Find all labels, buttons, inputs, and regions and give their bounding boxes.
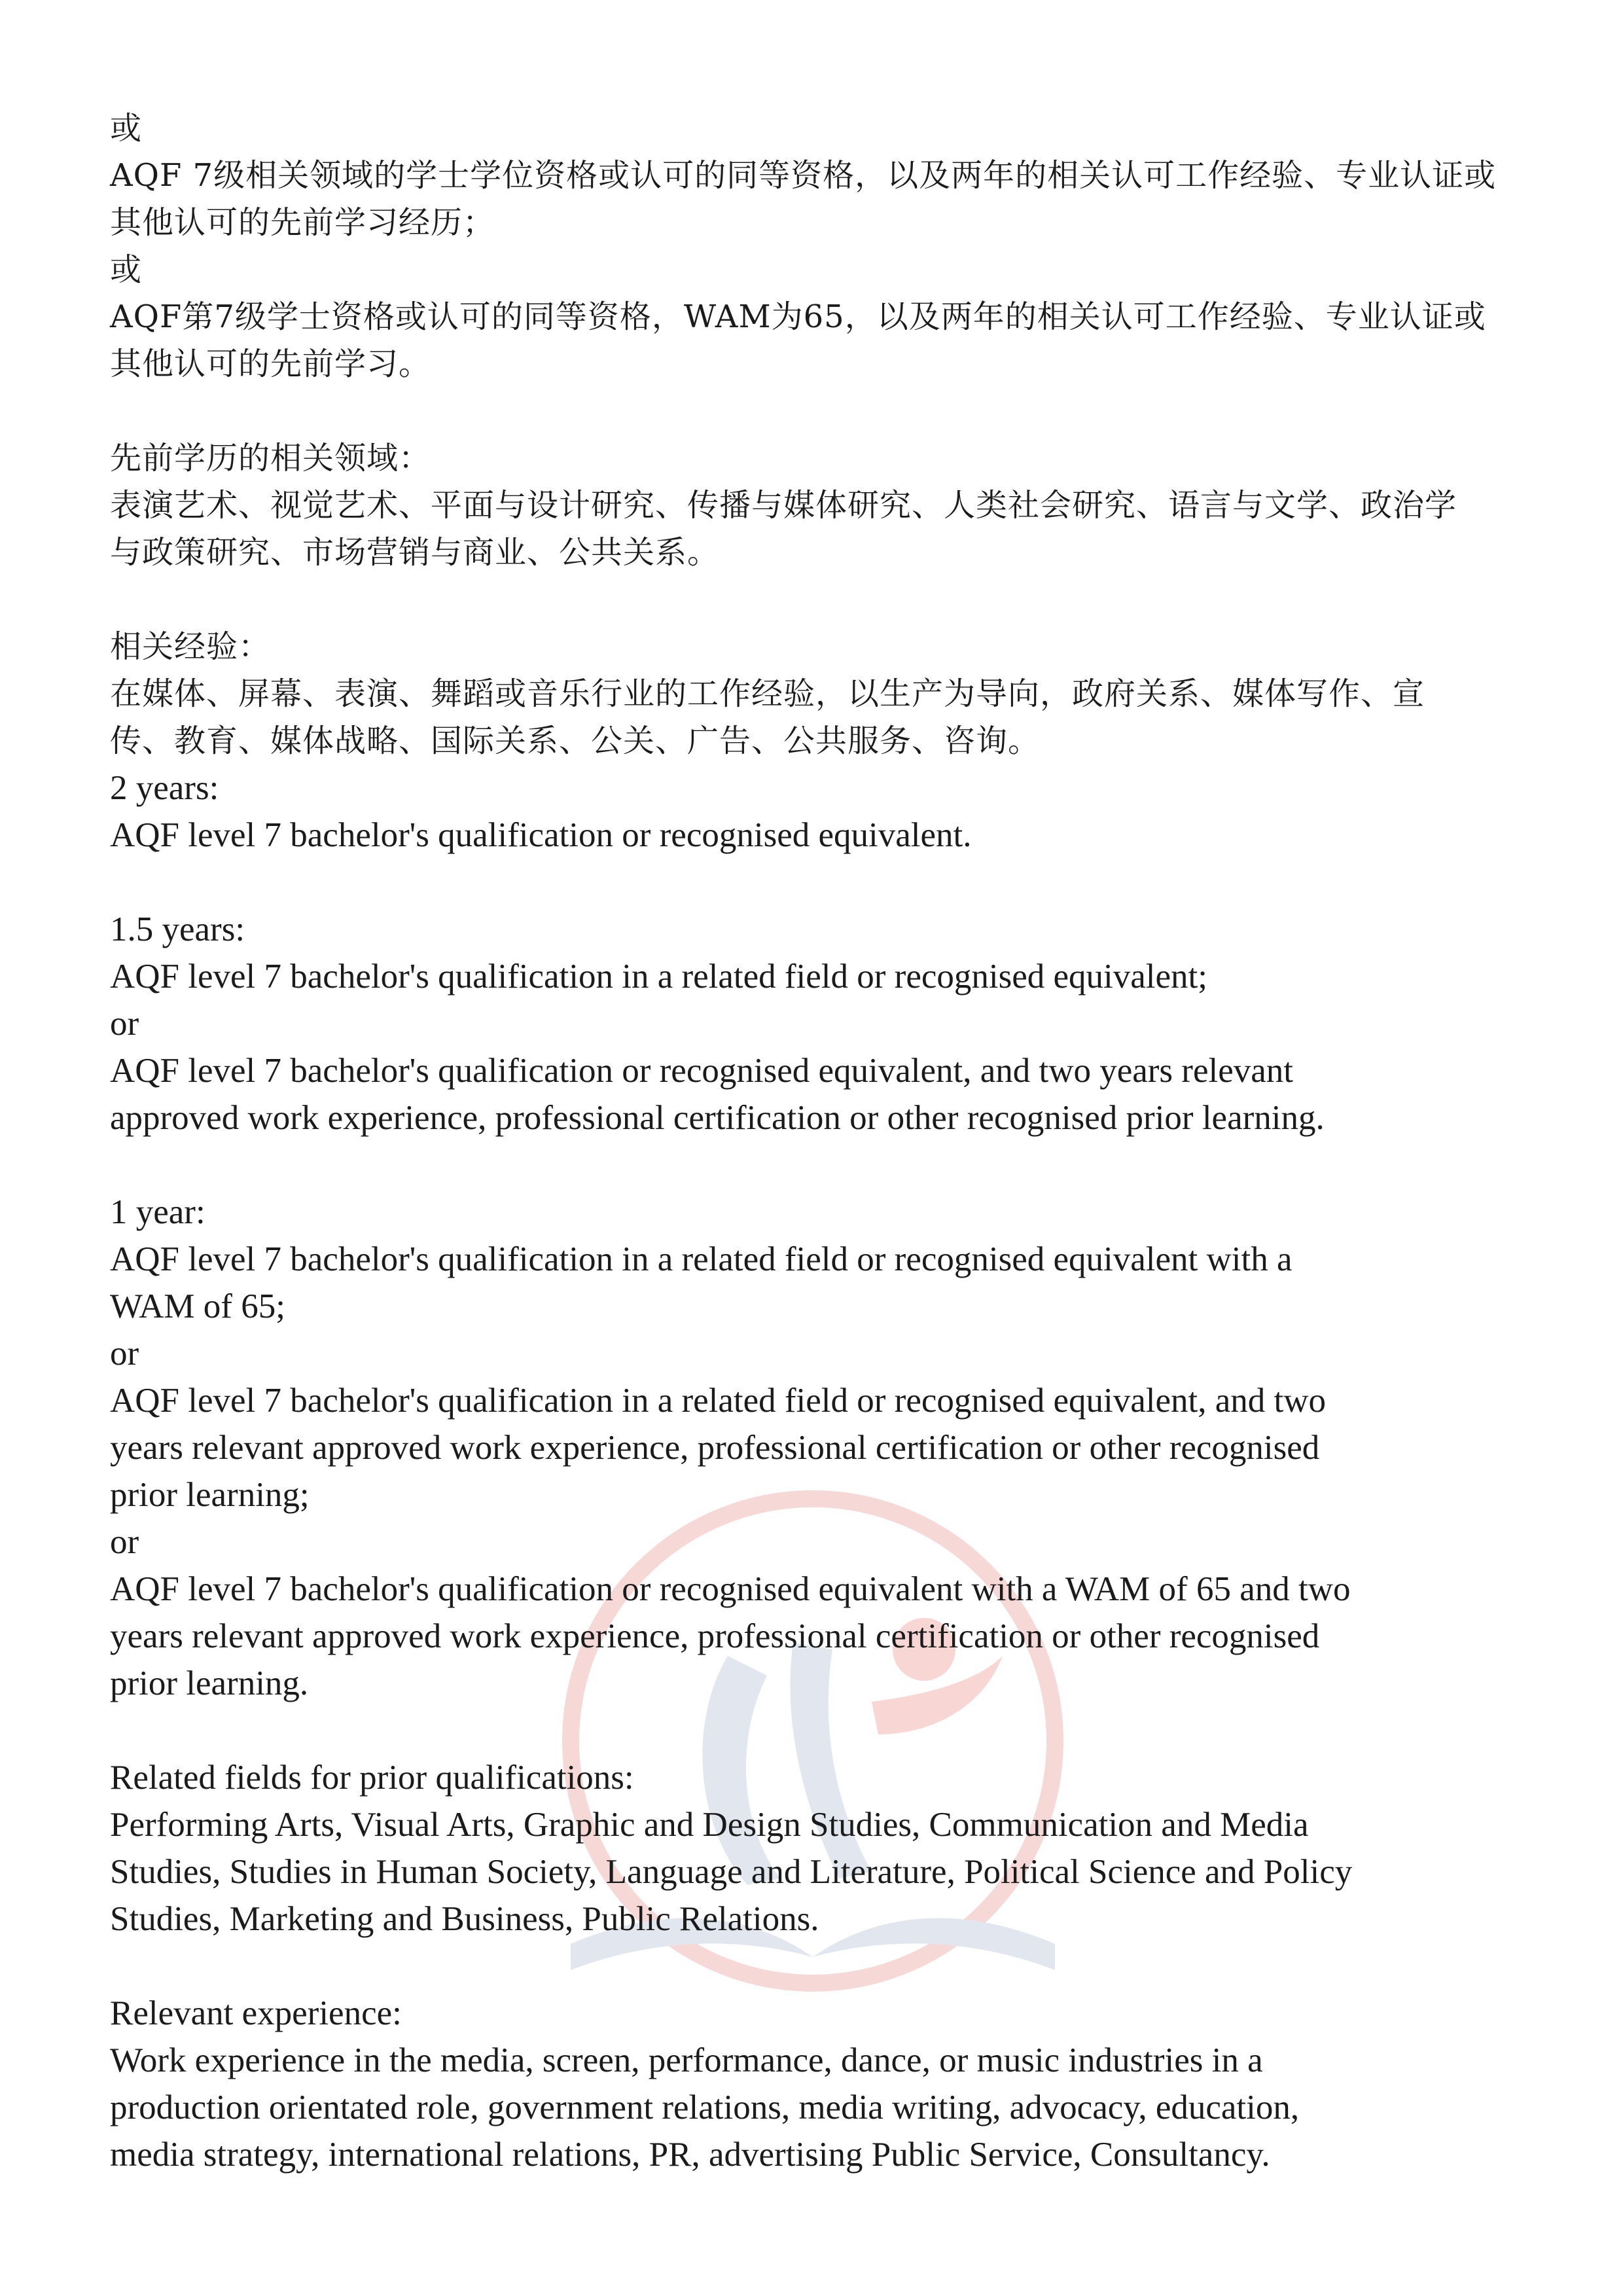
en-1-5-years-option-2-line-1: AQF level 7 bachelor's qualification or recognised equivalent, and two years relevant (110, 1052, 1293, 1090)
en-1-year-option-1-line-1: AQF level 7 bachelor's qualification in a related field or recognised equivalent with a (110, 1240, 1293, 1278)
zh-option-a-line-1: AQF 7级相关领域的学士学位资格或认可的同等资格，以及两年的相关认可工作经验、专业认证或 (110, 157, 1497, 194)
spacer (110, 576, 1537, 623)
zh-option-b-line-1: AQF第7级学士资格或认可的同等资格，WAM为65，以及两年的相关认可工作经验、专业认证或 (110, 298, 1486, 335)
en-1-year-option-1-line-2: WAM of 65; (110, 1287, 285, 1325)
en-1-5-years-option-1: AQF level 7 bachelor's qualification in a related field or recognised equivalent; (110, 958, 1207, 996)
en-1-year-or-2: or (110, 1523, 139, 1561)
en-experience-line-2: production orientated role, government relations, media writing, advocacy, education, (110, 2089, 1300, 2126)
zh-option-b-line-2: 其他认可的先前学习。 (110, 346, 431, 382)
spacer (110, 859, 1537, 906)
document-body (110, 105, 1537, 2178)
zh-experience-heading: 相关经验： (110, 628, 271, 665)
zh-or-1: 或 (110, 110, 143, 147)
en-2-years-text: AQF level 7 bachelor's qualification or recognised equivalent. (110, 816, 972, 854)
en-related-fields-line-1: Performing Arts, Visual Arts, Graphic and Design Studies, Communication and Media (110, 1806, 1309, 1844)
zh-related-fields-line-2: 与政策研究、市场营销与商业、公共关系。 (110, 534, 720, 571)
en-experience-heading: Relevant experience: (110, 1994, 402, 2032)
en-1-year-option-3-line-3: prior learning. (110, 1664, 309, 1702)
en-1-year-or-1: or (110, 1335, 139, 1372)
en-1-year-option-2-line-1: AQF level 7 bachelor's qualification in a related field or recognised equivalent, and two (110, 1382, 1327, 1420)
en-related-fields-line-2: Studies, Studies in Human Society, Language and Literature, Political Science and Policy (110, 1853, 1353, 1891)
spacer (110, 1943, 1537, 1990)
en-1-5-years-heading: 1.5 years: (110, 910, 245, 948)
en-2-years-heading: 2 years: (110, 769, 219, 807)
en-1-year-heading: 1 year: (110, 1193, 205, 1231)
en-1-year-option-2-line-2: years relevant approved work experience, professional certification or other recognised (110, 1429, 1320, 1467)
en-1-year-option-3-line-2: years relevant approved work experience, professional certification or other recognised (110, 1617, 1320, 1655)
spacer (110, 1707, 1537, 1754)
en-related-fields-heading: Related fields for prior qualifications: (110, 1759, 634, 1797)
zh-or-2: 或 (110, 251, 143, 288)
en-1-year-option-3-line-1: AQF level 7 bachelor's qualification or recognised equivalent with a WAM of 65 and two (110, 1570, 1351, 1608)
zh-related-fields-heading: 先前学历的相关领域： (110, 440, 431, 476)
zh-related-fields-line-1: 表演艺术、视觉艺术、平面与设计研究、传播与媒体研究、人类社会研究、语言与文学、政治学 (110, 487, 1457, 524)
en-experience-line-1: Work experience in the media, screen, performance, dance, or music industries in a (110, 2041, 1263, 2079)
en-1-year-option-2-line-3: prior learning; (110, 1476, 310, 1514)
spacer (110, 387, 1537, 435)
en-related-fields-line-3: Studies, Marketing and Business, Public Relations. (110, 1900, 819, 1938)
zh-experience-line-1: 在媒体、屏幕、表演、舞蹈或音乐行业的工作经验，以生产为导向，政府关系、媒体写作、宣 (110, 675, 1425, 712)
en-experience-line-3: media strategy, international relations, PR, advertising Public Service, Consultancy. (110, 2136, 1270, 2174)
zh-option-a-line-2: 其他认可的先前学习经历； (110, 204, 495, 241)
en-1-5-years-option-2-line-2: approved work experience, professional certification or other recognised prior learning. (110, 1099, 1325, 1137)
spacer (110, 1141, 1537, 1189)
en-1-5-years-or: or (110, 1005, 139, 1043)
zh-experience-line-2: 传、教育、媒体战略、国际关系、公关、广告、公共服务、咨询。 (110, 723, 1041, 759)
